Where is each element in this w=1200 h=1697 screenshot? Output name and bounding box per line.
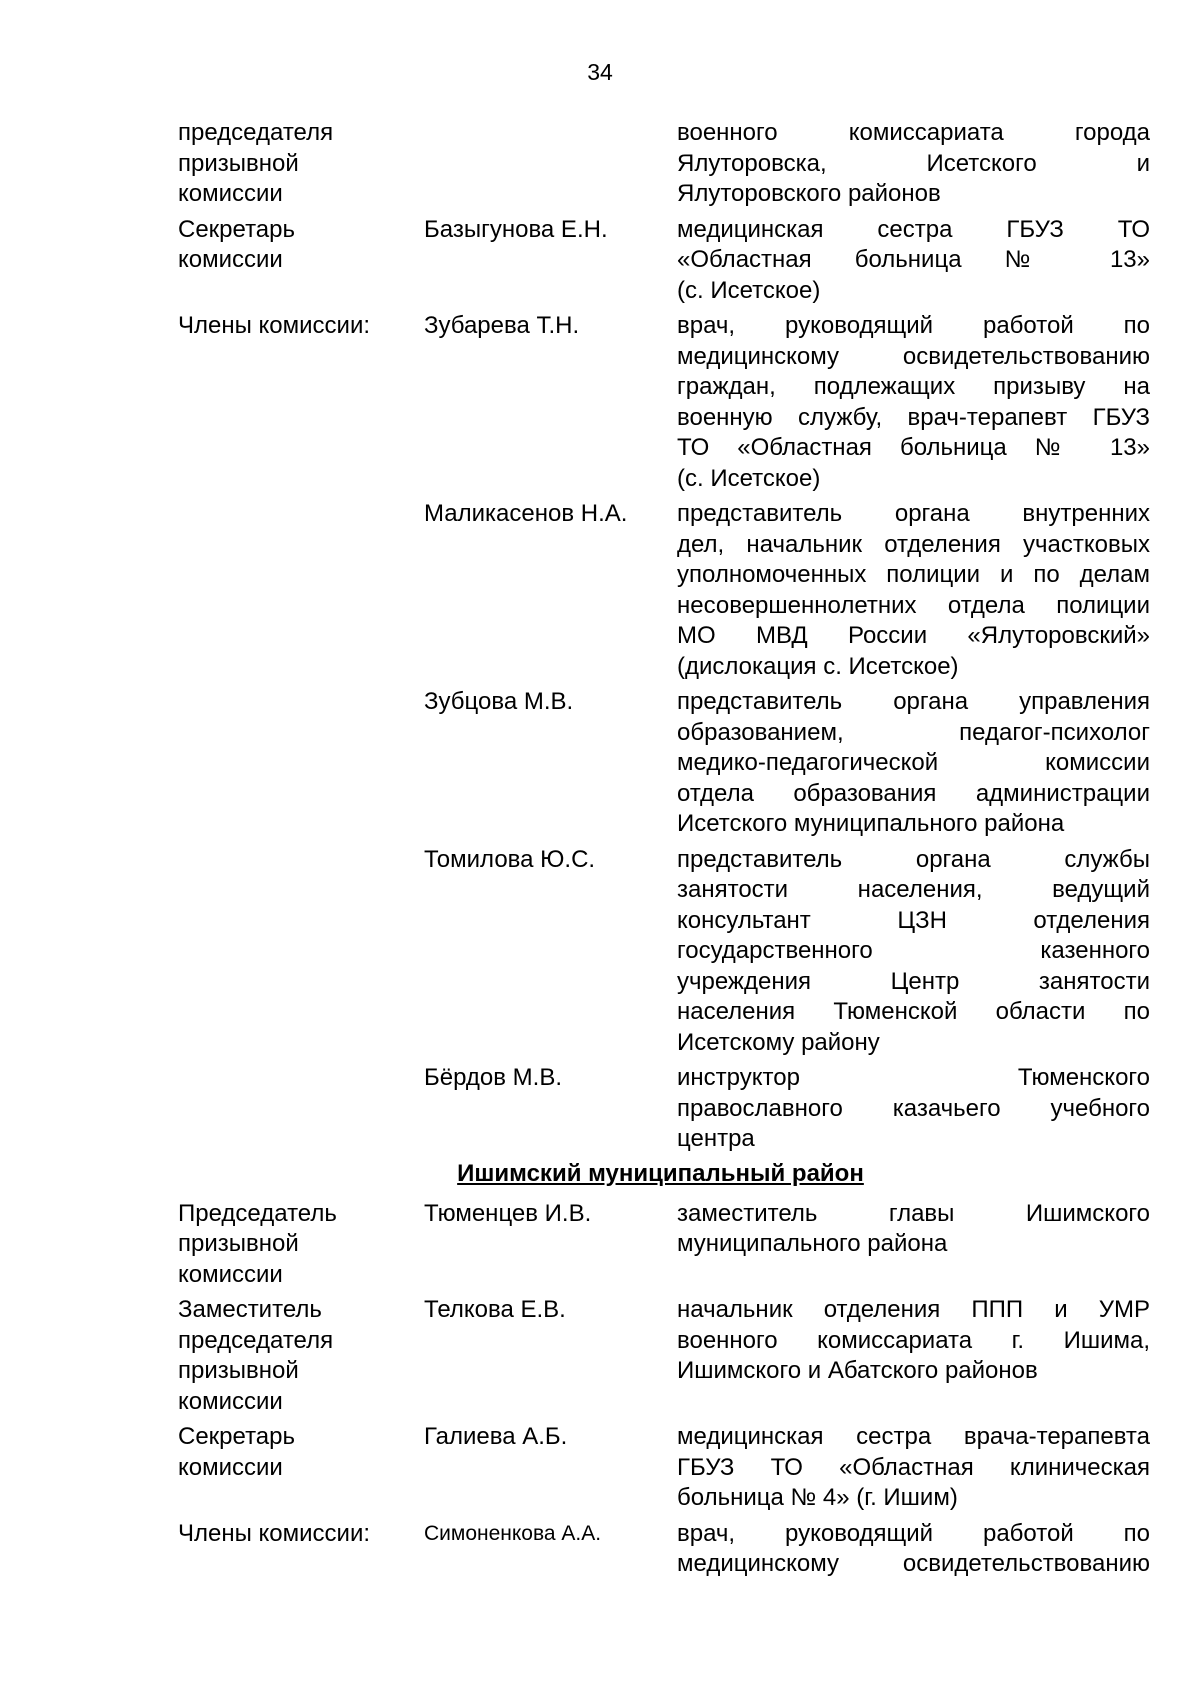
member-name: Зубцова М.В. bbox=[424, 688, 574, 715]
member-name: Зубарева Т.Н. bbox=[424, 312, 580, 339]
role-cell bbox=[178, 1422, 424, 1483]
position-line: медико-педагогической комиссии bbox=[677, 749, 1150, 776]
commission-row bbox=[178, 118, 1150, 210]
role-line: комиссии bbox=[178, 180, 283, 207]
position-line: (с. Исетское) bbox=[677, 464, 821, 492]
position-line: военного комиссариата г. Ишима, bbox=[677, 1326, 1150, 1354]
member-name: Бёрдов М.В. bbox=[424, 1064, 562, 1091]
position-cell bbox=[677, 118, 1150, 210]
role-line: призывной bbox=[178, 1357, 299, 1384]
position-line: отдела образования администрации bbox=[677, 779, 1150, 807]
position-line: представитель органа управления bbox=[677, 688, 1150, 715]
position-line: инструктор Тюменского bbox=[677, 1064, 1150, 1091]
member-name: Базыгунова Е.Н. bbox=[424, 215, 608, 243]
position-line: Ялуторовского районов bbox=[677, 180, 941, 207]
position-line: медицинскому освидетельствованию bbox=[677, 342, 1150, 370]
position-line: консультант ЦЗН отделения bbox=[677, 906, 1150, 934]
position-line: несовершеннолетних отдела полиции bbox=[677, 591, 1150, 619]
position-line: военную службу, врач-терапевт ГБУЗ bbox=[677, 403, 1150, 431]
commission-row bbox=[178, 499, 1150, 682]
position-line: врач, руководящий работой по bbox=[677, 1519, 1150, 1547]
commission-row bbox=[178, 1063, 1150, 1155]
role-line: комиссии bbox=[178, 1387, 283, 1415]
position-cell bbox=[677, 687, 1150, 840]
role-line: Секретарь bbox=[178, 215, 295, 243]
role-cell bbox=[178, 1295, 424, 1417]
commission-row bbox=[178, 215, 1150, 307]
role-line: Члены комиссии: bbox=[178, 1519, 371, 1547]
commission-row bbox=[178, 1519, 1150, 1580]
role-cell bbox=[178, 1199, 424, 1291]
position-line: медицинская сестра ГБУЗ ТО bbox=[677, 215, 1150, 243]
role-cell bbox=[178, 118, 424, 210]
position-line: Исетскому району bbox=[677, 1028, 880, 1056]
position-line: уполномоченных полиции и по делам bbox=[677, 561, 1150, 588]
role-line: Секретарь bbox=[178, 1423, 295, 1450]
member-name: Томилова Ю.С. bbox=[424, 845, 596, 873]
commission-row bbox=[178, 845, 1150, 1059]
position-cell bbox=[677, 845, 1150, 1059]
position-line: ТО «Областная больница № 13» bbox=[677, 434, 1150, 461]
role-line: председателя bbox=[178, 1326, 334, 1354]
member-name: Галиева А.Б. bbox=[424, 1423, 568, 1450]
commission-row bbox=[178, 1422, 1150, 1514]
commission-row bbox=[178, 1295, 1150, 1417]
position-line: муниципального района bbox=[677, 1230, 948, 1257]
role-line: Заместитель bbox=[178, 1296, 322, 1323]
position-line: граждан, подлежащих призыву на bbox=[677, 373, 1150, 400]
page-number: 34 bbox=[587, 59, 613, 85]
position-line: Ишимского и Абатского районов bbox=[677, 1357, 1038, 1384]
position-cell bbox=[677, 311, 1150, 494]
role-line: комиссии bbox=[178, 1260, 283, 1288]
role-cell bbox=[178, 1519, 424, 1550]
commission-row bbox=[178, 687, 1150, 840]
section-title: Ишимский муниципальный район bbox=[457, 1159, 864, 1187]
position-line: занятости населения, ведущий bbox=[677, 876, 1150, 903]
position-line: начальник отделения ППП и УМР bbox=[677, 1296, 1150, 1323]
member-name: Маликасенов Н.А. bbox=[424, 500, 628, 527]
position-line: дел, начальник отделения участковых bbox=[677, 530, 1150, 558]
position-line: учреждения Центр занятости bbox=[677, 967, 1150, 995]
position-line: врач, руководящий работой по bbox=[677, 312, 1150, 339]
position-line: Исетского муниципального района bbox=[677, 810, 1065, 837]
role-line: призывной bbox=[178, 149, 299, 177]
role-line: председателя bbox=[178, 119, 334, 146]
commission-rows-ishimsky bbox=[178, 1199, 1150, 1580]
position-line: представитель органа внутренних bbox=[677, 500, 1150, 527]
position-cell bbox=[677, 1519, 1150, 1580]
member-name: Телкова Е.В. bbox=[424, 1296, 566, 1323]
position-line: «Областная больница № 13» bbox=[677, 246, 1150, 273]
position-line: ГБУЗ ТО «Областная клиническая bbox=[677, 1453, 1150, 1481]
role-cell bbox=[178, 311, 424, 342]
commission-table bbox=[178, 118, 1150, 1580]
position-line: медицинская сестра врача-терапевта bbox=[677, 1423, 1150, 1450]
role-line: комиссии bbox=[178, 246, 283, 273]
position-line: (с. Исетское) bbox=[677, 276, 821, 304]
position-line: больница № 4» (г. Ишим) bbox=[677, 1484, 958, 1511]
position-cell bbox=[677, 215, 1150, 307]
position-cell bbox=[677, 1422, 1150, 1514]
commission-rows-isetsky bbox=[178, 118, 1150, 1155]
position-line: православного казачьего учебного bbox=[677, 1094, 1150, 1122]
position-line: военного комиссариата города bbox=[677, 119, 1150, 146]
role-line: Члены комиссии: bbox=[178, 312, 371, 339]
role-line: комиссии bbox=[178, 1453, 283, 1481]
position-line: образованием, педагог-психолог bbox=[677, 718, 1150, 746]
commission-row bbox=[178, 1199, 1150, 1291]
position-line: государственного казенного bbox=[677, 937, 1150, 964]
position-line: центра bbox=[677, 1125, 755, 1152]
position-line: представитель органа службы bbox=[677, 845, 1150, 873]
role-cell bbox=[178, 215, 424, 276]
position-line: населения Тюменской области по bbox=[677, 998, 1150, 1025]
position-line: МО МВД России «Ялуторовский» bbox=[677, 622, 1150, 649]
position-cell bbox=[677, 499, 1150, 682]
member-name: Тюменцев И.В. bbox=[424, 1199, 592, 1227]
role-line: призывной bbox=[178, 1230, 299, 1257]
commission-row bbox=[178, 311, 1150, 494]
position-line: Ялуторовска, Исетского и bbox=[677, 149, 1150, 177]
position-cell bbox=[677, 1063, 1150, 1155]
position-line: (дислокация с. Исетское) bbox=[677, 652, 959, 680]
position-line: заместитель главы Ишимского bbox=[677, 1199, 1150, 1227]
position-cell bbox=[677, 1295, 1150, 1387]
member-name: Симоненкова А.А. bbox=[424, 1521, 602, 1545]
position-line: медицинскому освидетельствованию bbox=[677, 1550, 1150, 1577]
position-cell bbox=[677, 1199, 1150, 1260]
role-line: Председатель bbox=[178, 1199, 337, 1227]
